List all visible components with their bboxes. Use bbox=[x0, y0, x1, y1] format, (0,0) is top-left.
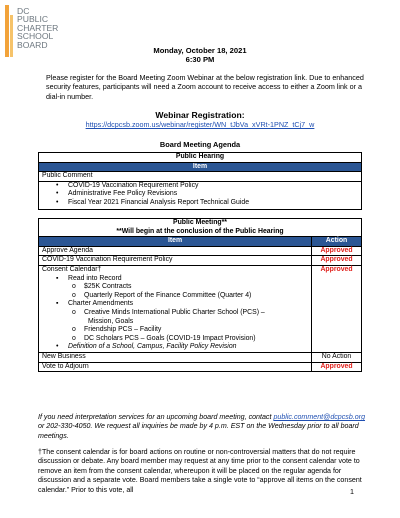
table-row bbox=[39, 246, 362, 256]
logo-line: BOARD bbox=[17, 39, 48, 50]
interpretation-note: If you need interpretation services for an upcoming board meeting, contact public.comment@dcpcsb.org or 202-330-4050. We request all inquiries be made by 4 p.m. EST on the Wednesday prior to all board meetings. bbox=[38, 413, 366, 440]
public-hearing-title: Public Hearing bbox=[39, 153, 362, 163]
meeting-date: Monday, October 18, 2021 bbox=[153, 46, 247, 55]
public-meeting-item-header: Item bbox=[39, 237, 312, 247]
webinar-title: Webinar Registration: bbox=[155, 110, 245, 120]
logo-line: DC bbox=[17, 6, 30, 16]
public-hearing-table bbox=[38, 152, 362, 210]
bullet-icon: • bbox=[56, 198, 59, 206]
public-meeting-table bbox=[38, 218, 362, 372]
row-item: Vote to Adjourn bbox=[39, 362, 312, 372]
row-item: Approve Agenda bbox=[39, 246, 312, 256]
logo-line: SCHOOL bbox=[17, 31, 54, 42]
bullet-icon: • bbox=[56, 181, 59, 189]
status-badge: Approved bbox=[312, 265, 362, 352]
consent-calendar-cell bbox=[39, 265, 312, 352]
list-item: o $25K Contracts bbox=[72, 283, 132, 291]
meeting-time: 6:30 PM bbox=[185, 55, 215, 64]
list-item: o Quarterly Report of the Finance Committee (Quarter 4) bbox=[72, 291, 252, 299]
row-item: COVID-19 Vaccination Requirement Policy bbox=[39, 256, 312, 266]
list-item: • Fiscal Year 2021 Financial Analysis Report Technical Guide bbox=[56, 198, 250, 206]
registration-intro: Please register for the Board Meeting Zoom Webinar at the below registration link. Due to enhanced security features, participants will need a Zoom account to receive access to either a Zoom link or a dial-in number. bbox=[46, 73, 364, 101]
bullet-icon: o bbox=[72, 291, 76, 299]
public-meeting-action-header: Action bbox=[312, 237, 362, 247]
public-meeting-header bbox=[39, 219, 362, 237]
list-item: ▪ Charter Amendments bbox=[56, 300, 134, 308]
bullet-icon: ▪ bbox=[56, 300, 59, 308]
list-item: o DC Scholars PCS – Goals (COVID-19 Impact Provision) bbox=[72, 334, 256, 342]
table-row bbox=[39, 265, 362, 352]
bullet-icon: • bbox=[56, 343, 59, 351]
public-meeting-subtitle: **Will begin at the conclusion of the Public Hearing bbox=[116, 227, 284, 235]
contact-email-link[interactable]: public.comment@dcpcsb.org bbox=[273, 413, 366, 421]
table-row bbox=[39, 352, 362, 362]
public-hearing-item-header: Item bbox=[39, 162, 362, 172]
public-hearing-items bbox=[39, 181, 362, 209]
status-badge: Approved bbox=[312, 362, 362, 372]
public-meeting-title: Public Meeting** bbox=[173, 219, 227, 226]
table-row bbox=[39, 256, 362, 266]
list-item: • Definition of a School, Campus, Facility Policy Revision bbox=[56, 343, 237, 351]
consent-calendar-note: †The consent calendar is for board actions on routine or non-controversial matters that do not require discussion or debate. Any board member may request at any time prior to the consent calendar vote to remove an item from the consent calendar, whereupon it will be placed on the regular agenda for discussion and a separate vote. Board members take a single vote to “approve all items on the consent calendar.” Prior to this vote, all bbox=[38, 448, 362, 494]
public-comment-label: Public Comment bbox=[39, 172, 362, 182]
bullet-icon: o bbox=[72, 334, 76, 342]
page-number: 1 bbox=[350, 487, 354, 496]
status-badge: No Action bbox=[312, 352, 362, 362]
table-row bbox=[39, 362, 362, 372]
bullet-icon: o bbox=[72, 283, 76, 291]
meeting-datetime bbox=[0, 46, 400, 64]
bullet-icon: ▪ bbox=[56, 274, 59, 282]
logo-line: PUBLIC bbox=[17, 14, 49, 25]
list-item: o Creative Minds International Public Charter School (PCS) – bbox=[72, 308, 265, 316]
list-item: ▪ Read into Record bbox=[56, 274, 122, 282]
row-item: Consent Calendar† bbox=[42, 265, 102, 273]
status-badge: Approved bbox=[312, 246, 362, 256]
list-item: o Friendship PCS – Facility bbox=[72, 326, 162, 334]
list-item: • COVID-19 Vaccination Requirement Policy bbox=[56, 181, 199, 189]
logo-wordmark bbox=[17, 7, 58, 49]
status-badge: Approved bbox=[312, 256, 362, 266]
bullet-icon: o bbox=[72, 308, 76, 316]
agenda-title: Board Meeting Agenda bbox=[159, 140, 241, 149]
list-item: • Administrative Fee Policy Revisions bbox=[56, 190, 178, 198]
bullet-icon: o bbox=[72, 326, 76, 334]
list-item-continuation: Mission, Goals bbox=[88, 317, 134, 325]
bullet-icon: • bbox=[56, 190, 59, 198]
logo-line: CHARTER bbox=[17, 22, 59, 33]
webinar-registration-link[interactable]: https://dcpcsb.zoom.us/webinar/register/WN_tJbVa_xVRt-1PNZ_tCj7_w bbox=[85, 120, 315, 129]
row-item: New Business bbox=[39, 352, 312, 362]
